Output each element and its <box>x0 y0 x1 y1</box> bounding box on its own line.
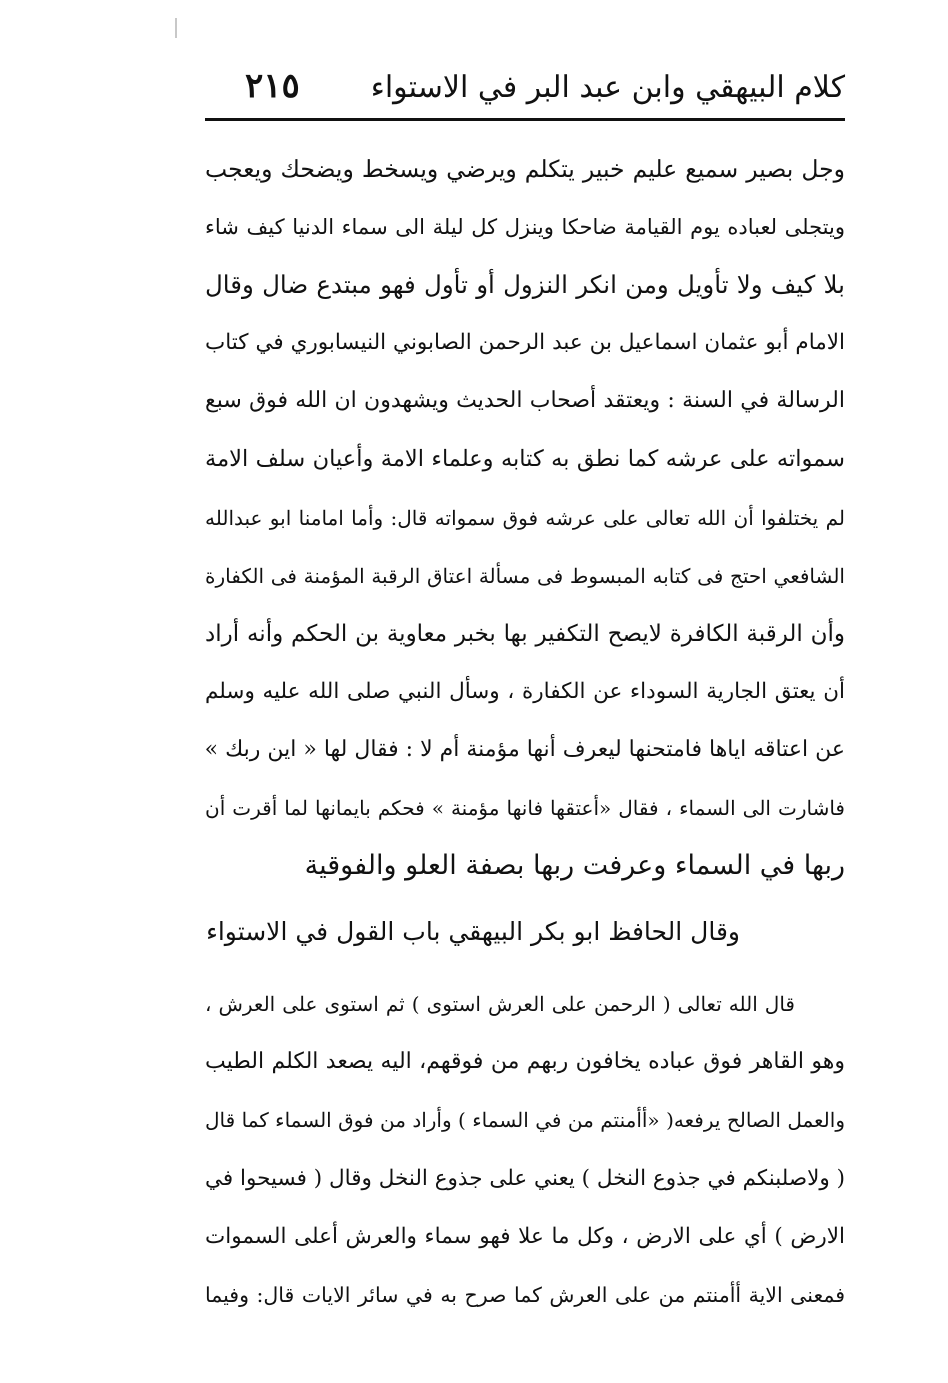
text-line: فاشارت الى السماء ، فقال «أعتقها فانها مؤمنة » فحكم بايمانها لما أقرت أن <box>205 796 845 821</box>
text-line: قال الله تعالى ( الرحمن على العرش استوى ) ثم استوى على العرش ، <box>205 992 795 1017</box>
text-line: وجل بصير سميع عليم خبير يتكلم ويرضي ويسخط ويضحك ويعجب <box>205 155 845 183</box>
section-heading: وقال الحافظ ابو بكر البيهقي باب القول في الاستواء <box>206 917 740 947</box>
text-line: بلا كيف ولا تأويل ومن انكر النزول أو تأول فهو مبتدع ضال وقال <box>205 270 845 300</box>
text-line: سمواته على عرشه كما نطق به كتابه وعلماء الامة وأعيان سلف الامة <box>205 446 845 473</box>
paper-mark <box>175 18 177 38</box>
header-rule <box>205 118 845 121</box>
text-line: الرسالة في السنة : ويعتقد أصحاب الحديث ويشهدون ان الله فوق سبع <box>205 388 845 414</box>
paragraph-3 <box>205 975 845 1324</box>
text-line: وأن الرقبة الكافرة لايصح التكفير بها بخبر معاوية بن الحكم وأنه أراد <box>205 620 845 647</box>
text-line: وهو القاهر فوق عباده يخافون ربهم من فوقهم، اليه يصعد الكلم الطيب <box>205 1049 845 1075</box>
text-line: الامام أبو عثمان اسماعيل بن عبد الرحمن الصابوني النيسابوري في كتاب <box>205 330 845 356</box>
text-line: لم يختلفوا أن الله تعالى على عرشه فوق سمواته قال: وأما امامنا ابو عبدالله <box>205 505 845 530</box>
text-line: والعمل الصالح يرفعه( «أأمنتم من في السماء ) وأراد من فوق السماء كما قال <box>205 1108 845 1133</box>
body-text <box>205 140 845 1324</box>
text-line: ويتجلى لعباده يوم القيامة ضاحكا وينزل كل ليلة الى سماء الدنيا كيف شاء <box>205 215 845 240</box>
running-title: كلام البيهقي وابن عبد البر في الاستواء <box>370 70 845 105</box>
text-line: عن اعتاقه اياها فامتحنها ليعرف أنها مؤمنة أم لا : فقال لها « اين ربك » <box>205 736 845 762</box>
page-number: ٢١٥ <box>245 66 300 106</box>
text-line: ربها في السماء وعرفت ربها بصفة العلو والفوقية <box>304 850 845 882</box>
page-header <box>205 62 845 114</box>
paragraph-1 <box>205 140 845 895</box>
text-line: الارض ) أي على الارض ، وكل ما علا فهو سماء والعرش أعلى السموات <box>205 1223 845 1249</box>
text-line: ( ولاصلبنكم في جذوع النخل ) يعني على جذوع النخل وقال ( فسيحوا في <box>205 1165 845 1191</box>
text-line: أن يعتق الجارية السوداء عن الكفارة ، وسأل النبي صلى الله عليه وسلم <box>205 678 845 704</box>
text-line: فمعنى الاية أأمنتم من على العرش كما صرح به في سائر الايات قال: وفيما <box>205 1282 845 1307</box>
text-line: الشافعي احتج فى كتابه المبسوط فى مسألة اعتاق الرقبة المؤمنة فى الكفارة <box>205 563 845 588</box>
